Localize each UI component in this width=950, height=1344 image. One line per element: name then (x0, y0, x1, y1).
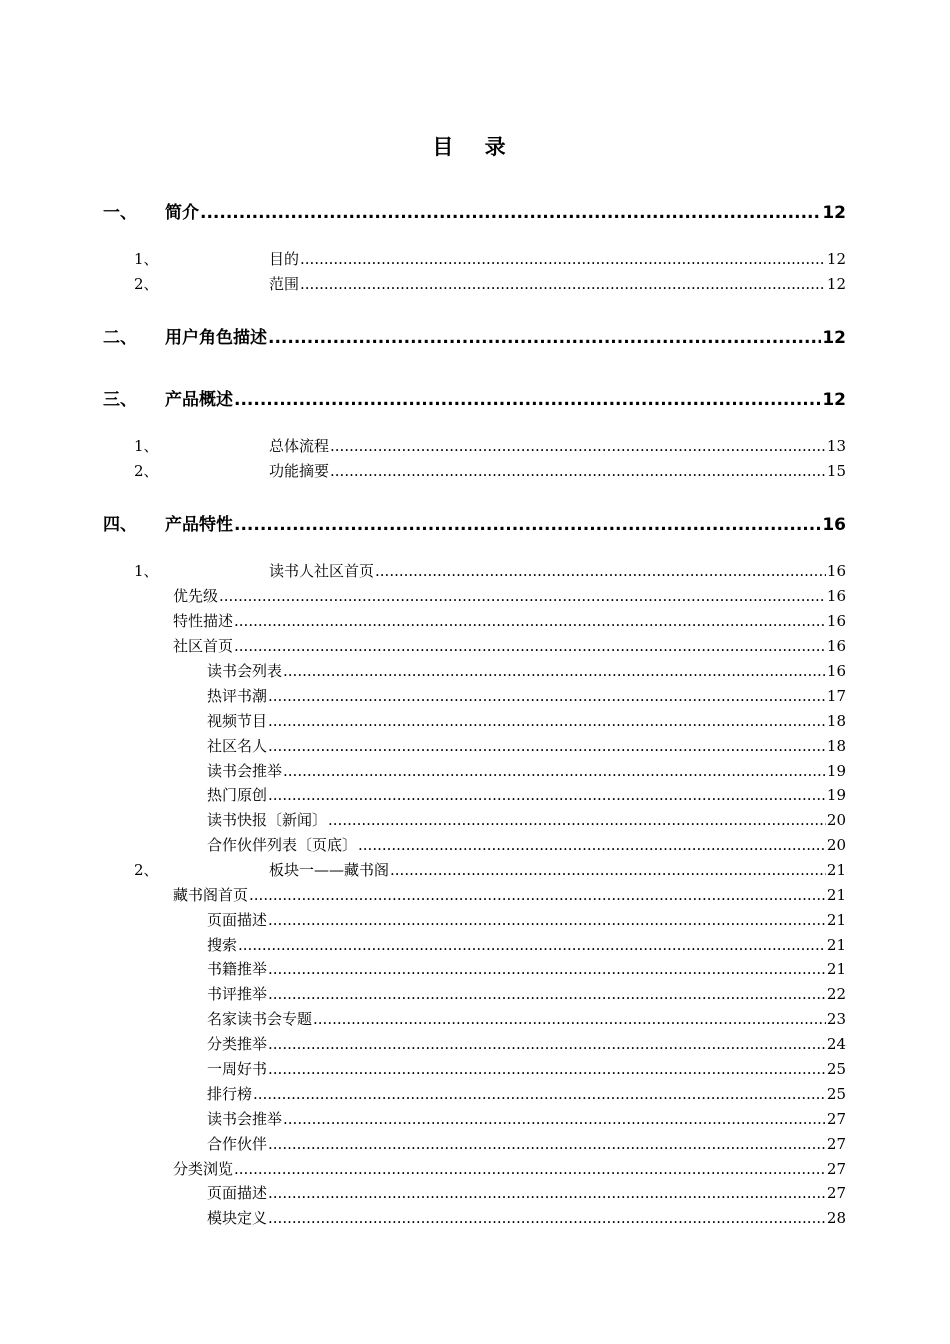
toc-entry[interactable] (0, 784, 950, 804)
toc-entry-body (165, 385, 846, 410)
toc-entry[interactable] (0, 1033, 950, 1053)
toc-entry-body (207, 1008, 846, 1029)
toc-entry[interactable] (0, 1083, 950, 1103)
toc-entry-body (207, 710, 846, 731)
toc-entry-body (173, 635, 846, 656)
toc-entry[interactable] (0, 510, 950, 535)
toc-dot-leader (268, 786, 826, 804)
toc-page-number: 28 (826, 1209, 846, 1227)
toc-dot-leader (219, 587, 826, 605)
toc-entry-label: 书评推举 (207, 985, 268, 1003)
toc-page-number: 12 (822, 390, 846, 410)
toc-entry-body (207, 1182, 846, 1203)
toc-dot-leader (268, 1135, 826, 1153)
toc-entry-label: 板块一——藏书阁 (269, 861, 390, 879)
toc-entry-label: 搜索 (207, 936, 238, 954)
toc-entry-body (207, 1083, 846, 1104)
toc-dot-leader (253, 1085, 826, 1103)
toc-entry-label: 热门原创 (207, 786, 268, 804)
toc-dot-leader (328, 811, 826, 829)
toc-entry-label: 读书会推举 (207, 762, 283, 780)
toc-dot-leader (268, 737, 826, 755)
toc-entry-body (207, 735, 846, 756)
toc-dot-leader (268, 328, 821, 348)
toc-page-number: 21 (826, 936, 846, 954)
toc-entry-body (207, 685, 846, 706)
toc-entry-label: 合作伙伴 (207, 1135, 268, 1153)
toc-entry-body (207, 1033, 846, 1054)
toc-dot-leader (238, 936, 826, 954)
toc-entry-label: 产品特性 (165, 515, 233, 535)
toc-entry-body (207, 809, 846, 830)
toc-page-number: 23 (826, 1010, 846, 1028)
toc-entry-label: 社区名人 (207, 737, 268, 755)
toc-entry-label: 简介 (165, 203, 199, 223)
toc-entry-body (269, 435, 846, 456)
toc-entry-number: 四、 (103, 515, 137, 535)
toc-entry-body (207, 660, 846, 681)
toc-dot-leader (313, 1010, 826, 1028)
toc-entry-label: 读书人社区首页 (269, 562, 375, 580)
toc-entry[interactable] (0, 1008, 950, 1028)
toc-entry-body (207, 834, 846, 855)
toc-entry-number: 一、 (103, 203, 137, 223)
toc-entry-body (207, 1108, 846, 1129)
toc-entry-body (165, 510, 846, 535)
toc-entry-label: 热评书潮 (207, 687, 268, 705)
toc-entry-body (207, 784, 846, 805)
toc-dot-leader (234, 1160, 826, 1178)
toc-page-number: 16 (822, 515, 846, 535)
toc-entry[interactable] (0, 323, 950, 348)
toc-entry[interactable] (0, 760, 950, 780)
toc-page-number: 16 (826, 637, 846, 655)
toc-entry-body (269, 859, 846, 880)
toc-page-number: 16 (826, 587, 846, 605)
toc-entry-body (207, 760, 846, 781)
toc-entry-label: 模块定义 (207, 1209, 268, 1227)
toc-entry-label: 读书会推举 (207, 1110, 283, 1128)
toc-dot-leader (283, 662, 826, 680)
toc-dot-leader (234, 637, 826, 655)
toc-entry[interactable] (0, 198, 950, 223)
toc-dot-leader (300, 250, 826, 268)
toc-page-number: 18 (826, 737, 846, 755)
toc-dot-leader (268, 687, 826, 705)
toc-page-number: 19 (826, 786, 846, 804)
toc-entry-number: 2、 (134, 462, 159, 480)
toc-entry-body (207, 1207, 846, 1228)
toc-page-number: 12 (822, 328, 846, 348)
toc-dot-leader (358, 836, 826, 854)
toc-dot-leader (268, 1184, 826, 1202)
toc-entry-body (165, 198, 846, 223)
toc-entry[interactable] (0, 859, 950, 879)
toc-page-number: 21 (826, 960, 846, 978)
toc-entry[interactable] (0, 1133, 950, 1153)
toc-entry-body (173, 884, 846, 905)
toc-entry-body (207, 958, 846, 979)
toc-entry[interactable] (0, 460, 950, 480)
toc-entry[interactable] (0, 1207, 950, 1227)
toc-dot-leader (234, 515, 821, 535)
toc-entry[interactable] (0, 834, 950, 854)
toc-entry-label: 一周好书 (207, 1060, 268, 1078)
toc-page-number: 27 (826, 1135, 846, 1153)
toc-entry-body (269, 560, 846, 581)
toc-dot-leader (268, 1035, 826, 1053)
toc-entry[interactable] (0, 610, 950, 630)
toc-page-number: 16 (826, 562, 846, 580)
toc-entry-label: 视频节目 (207, 712, 268, 730)
toc-dot-leader (234, 390, 821, 410)
toc-entry-label: 合作伙伴列表〔页底〕 (207, 836, 358, 854)
toc-entry[interactable] (0, 934, 950, 954)
toc-entry-label: 范围 (269, 275, 300, 293)
toc-entry-number: 三、 (103, 390, 137, 410)
toc-entry[interactable] (0, 884, 950, 904)
toc-dot-leader (268, 1060, 826, 1078)
toc-entry-label: 用户角色描述 (165, 328, 267, 348)
toc-entry-body (269, 273, 846, 294)
toc-entry-number: 1、 (134, 437, 159, 455)
toc-entry[interactable] (0, 660, 950, 680)
toc-entry-body (207, 909, 846, 930)
toc-entry[interactable] (0, 635, 950, 655)
toc-entry[interactable] (0, 735, 950, 755)
toc-page-number: 16 (826, 662, 846, 680)
toc-title: 目 录 (432, 135, 518, 159)
toc-page-number: 21 (826, 911, 846, 929)
toc-entry[interactable] (0, 958, 950, 978)
toc-dot-leader (249, 886, 826, 904)
toc-entry[interactable] (0, 1058, 950, 1078)
toc-entry[interactable] (0, 983, 950, 1003)
toc-entry-label: 藏书阁首页 (173, 886, 249, 904)
toc-dot-leader (268, 911, 826, 929)
toc-page-number: 21 (826, 861, 846, 879)
toc-entry[interactable] (0, 435, 950, 455)
toc-dot-leader (268, 985, 826, 1003)
toc-entry-number: 2、 (134, 861, 159, 879)
toc-page-number: 27 (826, 1184, 846, 1202)
toc-entry[interactable] (0, 685, 950, 705)
toc-entry-label: 目的 (269, 250, 300, 268)
toc-entry-body (207, 934, 846, 955)
toc-entry[interactable] (0, 809, 950, 829)
toc-dot-leader (375, 562, 826, 580)
toc-page-number: 12 (826, 250, 846, 268)
toc-dot-leader (283, 1110, 826, 1128)
toc-dot-leader (200, 203, 821, 223)
toc-entry-label: 功能摘要 (269, 462, 330, 480)
toc-entry-body (165, 323, 846, 348)
toc-entry-label: 书籍推举 (207, 960, 268, 978)
toc-page-number: 27 (826, 1110, 846, 1128)
toc-entry-label: 产品概述 (165, 390, 233, 410)
toc-entry-label: 社区首页 (173, 637, 234, 655)
toc-entry[interactable] (0, 248, 950, 268)
toc-entry-number: 2、 (134, 275, 159, 293)
toc-entry[interactable] (0, 273, 950, 293)
toc-entry[interactable] (0, 560, 950, 580)
toc-entry[interactable] (0, 585, 950, 605)
toc-entry[interactable] (0, 1158, 950, 1178)
toc-page-number: 19 (826, 762, 846, 780)
toc-entry-number: 1、 (134, 562, 159, 580)
toc-page-number: 25 (826, 1085, 846, 1103)
toc-dot-leader (268, 960, 826, 978)
toc-page-number: 20 (826, 811, 846, 829)
toc-entry-label: 分类推举 (207, 1035, 268, 1053)
toc-entry-body (207, 1058, 846, 1079)
toc-entry[interactable] (0, 710, 950, 730)
toc-dot-leader (390, 861, 826, 879)
toc-entry-number: 二、 (103, 328, 137, 348)
toc-page-number: 27 (826, 1160, 846, 1178)
toc-entry-label: 优先级 (173, 587, 219, 605)
toc-entry[interactable] (0, 1182, 950, 1202)
toc-page-number: 21 (826, 886, 846, 904)
toc-page-number: 16 (826, 612, 846, 630)
toc-dot-leader (234, 612, 826, 630)
toc-entry-label: 分类浏览 (173, 1160, 234, 1178)
toc-page-number: 12 (826, 275, 846, 293)
toc-dot-leader (283, 762, 826, 780)
toc-entry-body (269, 248, 846, 269)
toc-entry-body (207, 983, 846, 1004)
toc-entry-label: 页面描述 (207, 911, 268, 929)
toc-page-number: 12 (822, 203, 846, 223)
toc-entry-body (207, 1133, 846, 1154)
toc-page-number: 20 (826, 836, 846, 854)
toc-entry-label: 特性描述 (173, 612, 234, 630)
toc-page-number: 25 (826, 1060, 846, 1078)
toc-dot-leader (330, 437, 826, 455)
toc-page-number: 17 (826, 687, 846, 705)
toc-dot-leader (268, 1209, 826, 1227)
toc-entry-body (269, 460, 846, 481)
toc-entry[interactable] (0, 385, 950, 410)
toc-page-number: 15 (826, 462, 846, 480)
toc-entry-label: 排行榜 (207, 1085, 253, 1103)
toc-entry-label: 读书会列表 (207, 662, 283, 680)
toc-entry-number: 1、 (134, 250, 159, 268)
toc-page-number: 22 (826, 985, 846, 1003)
toc-entry-label: 总体流程 (269, 437, 330, 455)
toc-dot-leader (300, 275, 826, 293)
toc-entry[interactable] (0, 909, 950, 929)
toc-dot-leader (268, 712, 826, 730)
toc-entry-label: 读书快报〔新闻〕 (207, 811, 328, 829)
toc-page-number: 13 (826, 437, 846, 455)
toc-entry-label: 页面描述 (207, 1184, 268, 1202)
toc-entry-body (173, 585, 846, 606)
toc-dot-leader (330, 462, 826, 480)
toc-entry-body (173, 610, 846, 631)
toc-entry[interactable] (0, 1108, 950, 1128)
toc-entry-body (173, 1158, 846, 1179)
toc-page-number: 18 (826, 712, 846, 730)
toc-entry-label: 名家读书会专题 (207, 1010, 313, 1028)
toc-page-number: 24 (826, 1035, 846, 1053)
